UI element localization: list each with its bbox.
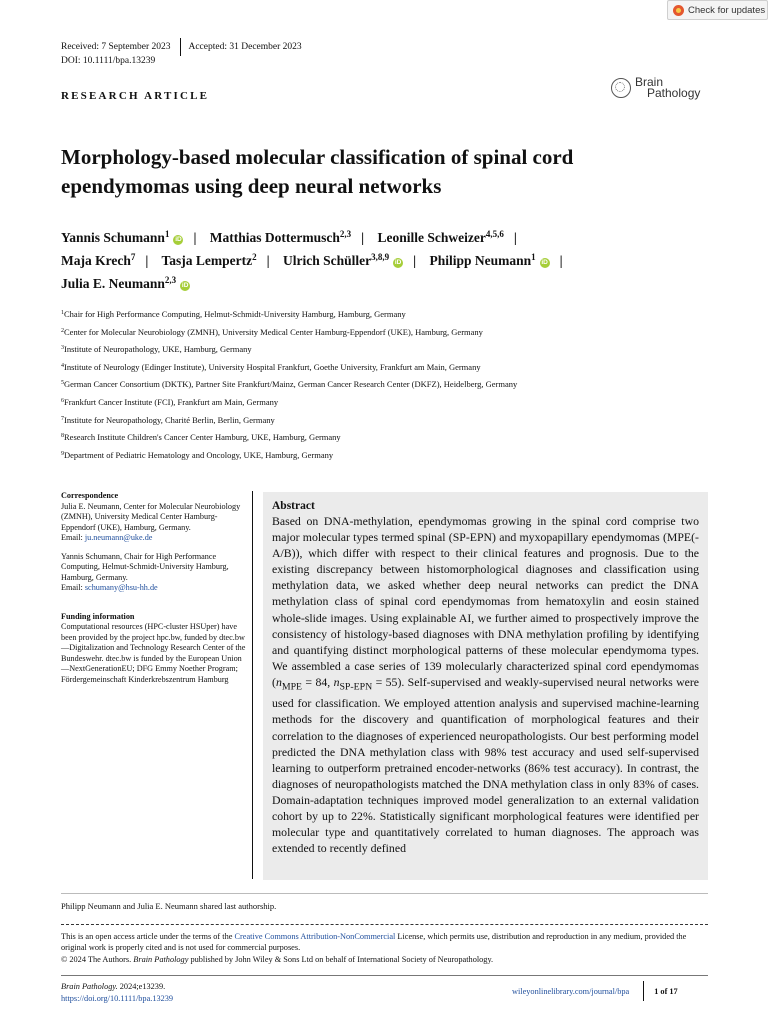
affiliation-item bbox=[61, 429, 701, 447]
author-separator: | bbox=[145, 253, 149, 268]
article-type: RESEARCH ARTICLE bbox=[61, 90, 210, 102]
check-for-updates-label: Check for updates bbox=[688, 4, 766, 16]
license-suffix: License, which permits use, distribution and reproduction in any medium, provided the original work is properly cited and is not used for commercial purposes. bbox=[61, 932, 687, 953]
email-label: Email: bbox=[61, 583, 85, 592]
affiliation-text: German Cancer Consortium (DKTK), Partner Site Frankfurt/Mainz, German Cancer Research Center (DKFZ), Heidelberg, Germany bbox=[64, 379, 518, 390]
author-separator: | bbox=[361, 230, 365, 245]
author-separator: | bbox=[266, 253, 270, 268]
orcid-icon[interactable]: iD bbox=[541, 259, 548, 266]
page-number: 1 of 17 bbox=[654, 986, 678, 996]
affiliations bbox=[61, 306, 701, 464]
journal-url-link[interactable]: wileyonlinelibrary.com/journal/bpa bbox=[512, 986, 630, 996]
header-divider bbox=[180, 38, 181, 56]
abstract-part-2: ). Self-supervised and weakly-supervised neural networks were used for classification. We employed attention analysis and supervised machine-learning methods for the discovery and quantification of morphological features and their correlation to the diagnoses of experienced neuropathologists. Our best performing model predicted the DNA methylation class with 98% test accuracy and used self-supervised learning to outperform pretrained encoder-networks (86% test accuracy). In contrast, the diagnoses of neuropathologists matched the DNA methylation class in only 83% of cases. Domain-adaptation techniques improved model generalization to an external validation cohort by up to 22%. Statistically significant morphological features were identified per molecular type and quantitatively correlated to human diagnoses. The approach was extended to recently defined bbox=[272, 674, 699, 856]
affiliation-item bbox=[61, 324, 701, 342]
author-affil-sup: 2,3 bbox=[164, 275, 177, 285]
author-affil-sup: 7 bbox=[130, 252, 136, 262]
affiliation-num: 1 bbox=[61, 310, 64, 316]
n-value: = 55 bbox=[372, 674, 398, 689]
affiliation-text: Chair for High Performance Computing, Helmut-Schmidt-University Hamburg, Hamburg, Germany bbox=[64, 309, 406, 319]
affiliation-num: 2 bbox=[61, 327, 64, 334]
author-name[interactable]: Maja Krech bbox=[61, 253, 131, 268]
article-title bbox=[61, 143, 681, 201]
affiliation-num: 5 bbox=[61, 380, 64, 387]
title-line-2: ependymomas using deep neural networks bbox=[61, 174, 442, 198]
author-affil-sup: 2,3 bbox=[339, 229, 352, 239]
author-list bbox=[61, 226, 721, 295]
footer-rule bbox=[61, 975, 708, 976]
journal-logo-line2: Pathology bbox=[647, 86, 701, 100]
divider bbox=[61, 893, 708, 894]
affiliation-text: Research Institute Children's Cancer Center Hamburg, UKE, Hamburg, Germany bbox=[64, 432, 341, 443]
affiliation-item bbox=[61, 376, 701, 394]
journal-logo-line1: Brain bbox=[635, 75, 664, 89]
author-separator: | bbox=[193, 230, 197, 245]
n-symbol: n bbox=[275, 674, 282, 689]
affiliation-text: Institute of Neurology (Edinger Institute), University Hospital Frankfurt, Goethe University, Frankfurt am Main, Germany bbox=[64, 361, 481, 372]
brain-logo-icon bbox=[611, 78, 631, 98]
license-note bbox=[61, 931, 708, 965]
email-link[interactable]: schumany@hsu-hh.de bbox=[84, 583, 158, 592]
license-text bbox=[61, 931, 708, 954]
accepted-date: Accepted: 31 December 2023 bbox=[188, 42, 302, 52]
affiliation-num: 3 bbox=[61, 345, 64, 352]
crossmark-icon bbox=[673, 5, 684, 16]
abstract-part-1: Based on DNA-methylation, ependymomas growing in the spinal cord comprise two major molecular types termed spinal (SP-EPN) and myxopapillary ependymomas (MPE(-A/B)), which differ with respect to their clinical features and prognosis. Due to the existing discrepancy between histomorphological diagnoses and classification using methylation data, we asked whether deep neural networks can predict the DNA methylation class of spinal cord ependymomas from hematoxylin and eosin stained whole-slide images. Using explainable AI, we further aimed to prospectively improve the consistency of histology-based diagnoses with DNA methylation profiling by identifying and quantifying distinct morphological patterns of these molecular ependymoma types. We assembled a case series of 139 molecularly characterized spinal cord ependymomas ( bbox=[272, 514, 699, 689]
author-name[interactable]: Tasja Lempertz bbox=[161, 253, 253, 268]
affiliation-num: 9 bbox=[61, 450, 64, 457]
author-affil-sup: 1 bbox=[531, 252, 536, 262]
license-link[interactable]: Creative Commons Attribution-NonCommercial bbox=[234, 932, 396, 941]
affiliation-num: 8 bbox=[61, 433, 64, 440]
funding-heading: Funding information bbox=[61, 611, 135, 621]
affiliation-num: 7 bbox=[61, 415, 64, 422]
copyright-journal: Brain Pathology bbox=[133, 954, 189, 964]
affiliation-item bbox=[61, 412, 701, 430]
title-line-1: Morphology-based molecular classification of spinal cord bbox=[61, 145, 574, 169]
shared-authorship-note: Philipp Neumann and Julia E. Neumann shared last authorship. bbox=[61, 901, 277, 911]
footer-doi-link[interactable]: https://doi.org/10.1111/bpa.13239 bbox=[61, 993, 174, 1003]
author-name[interactable]: Julia E. Neumann bbox=[61, 276, 165, 291]
affiliation-text: Department of Pediatric Hematology and Oncology, UKE, Hamburg, Germany bbox=[64, 449, 334, 460]
author-affil-sup: 3,8,9 bbox=[371, 252, 390, 262]
affiliation-text: Center for Molecular Neurobiology (ZMNH), University Medical Center Hamburg-Eppendorf (UKE), Hamburg, Germany bbox=[64, 326, 483, 337]
orcid-icon[interactable]: iD bbox=[394, 259, 402, 266]
article-dates bbox=[61, 38, 302, 56]
received-date: Received: 7 September 2023 bbox=[61, 42, 171, 52]
check-for-updates-button[interactable] bbox=[667, 0, 768, 20]
abstract-text bbox=[272, 513, 699, 856]
affiliation-item bbox=[61, 447, 701, 465]
sidebar bbox=[61, 491, 246, 685]
footer-citation bbox=[61, 981, 173, 1004]
n-subscript: SP-EPN bbox=[339, 681, 373, 693]
journal-logo[interactable] bbox=[611, 77, 700, 99]
affiliation-item bbox=[61, 306, 701, 324]
copyright-text bbox=[61, 954, 708, 965]
author-name[interactable]: Leonille Schweizer bbox=[377, 230, 486, 245]
affiliation-num: 6 bbox=[61, 397, 64, 404]
correspondence-2 bbox=[61, 552, 246, 594]
orcid-icon[interactable]: iD bbox=[175, 236, 182, 243]
affiliation-item bbox=[61, 394, 701, 412]
n-symbol: n bbox=[333, 674, 340, 689]
dashed-divider bbox=[61, 924, 708, 925]
affiliation-text: Institute of Neuropathology, UKE, Hamburg, Germany bbox=[64, 344, 252, 355]
affiliation-item bbox=[61, 359, 701, 377]
copyright-suffix: published by John Wiley & Sons Ltd on behalf of International Society of Neuropathology. bbox=[188, 954, 494, 964]
license-prefix: This is an open access article under the terms of the bbox=[61, 932, 235, 941]
author-name[interactable]: Ulrich Schüller bbox=[282, 253, 372, 268]
author-affil-sup: 1 bbox=[164, 229, 170, 239]
abstract-heading: Abstract bbox=[272, 500, 315, 512]
author-name[interactable]: Philipp Neumann bbox=[429, 253, 532, 268]
affiliation-item bbox=[61, 341, 701, 359]
affiliation-text: Frankfurt Cancer Institute (FCI), Frankfurt am Main, Germany bbox=[64, 396, 279, 407]
footer-right bbox=[512, 981, 678, 1001]
abstract-box bbox=[263, 492, 708, 880]
author-separator: | bbox=[413, 253, 417, 268]
author-separator: | bbox=[559, 253, 563, 268]
author-separator: | bbox=[513, 230, 517, 245]
email-link[interactable]: ju.neumann@uke.de bbox=[84, 533, 153, 542]
correspondence-heading: Correspondence bbox=[61, 491, 119, 500]
email-label: Email: bbox=[61, 533, 85, 542]
author-name[interactable]: Yannis Schumann bbox=[61, 230, 165, 245]
affiliation-num: 4 bbox=[61, 362, 64, 369]
orcid-icon[interactable]: iD bbox=[181, 282, 189, 289]
author-affil-sup: 2 bbox=[252, 252, 257, 262]
affiliation-text: Institute for Neuropathology, Charité Berlin, Berlin, Germany bbox=[64, 414, 275, 425]
n-subscript: MPE bbox=[281, 681, 303, 693]
copyright-prefix: © 2024 The Authors. bbox=[61, 954, 134, 964]
footer-citation-text: 2024;e13239. bbox=[117, 982, 166, 991]
footer-journal: Brain Pathology. bbox=[61, 982, 118, 991]
correspondence-2-text: Yannis Schumann, Chair for High Performance Computing, Helmut-Schmidt-University Hamburg, Hamburg, Germany. bbox=[61, 551, 229, 582]
correspondence-1 bbox=[61, 502, 246, 544]
author-affil-sup: 4,5,6 bbox=[485, 229, 504, 239]
correspondence-1-text: Julia E. Neumann, Center for Molecular Neurobiology (ZMNH), University Medical Center Hamburg-Eppendorf (UKE), Hamburg, Germany. bbox=[61, 501, 241, 532]
column-divider bbox=[252, 491, 253, 879]
doi: DOI: 10.1111/bpa.13239 bbox=[61, 56, 156, 66]
footer-divider bbox=[643, 981, 644, 1001]
funding-text: Computational resources (HPC-cluster HSUper) have been provided by the project hpc.bw, funded by dtec.bw—Digitalization and Technology Research Center of the Bundeswehr. dtec.bw is funded by the European Union—NextGenerationEU; DFG Emmy Noether Program; Fördergemeinschaft Kinderkrebszentrum Hamburg bbox=[61, 622, 246, 684]
author-name[interactable]: Matthias Dottermusch bbox=[209, 230, 340, 245]
n-value: = 84, bbox=[302, 674, 334, 689]
